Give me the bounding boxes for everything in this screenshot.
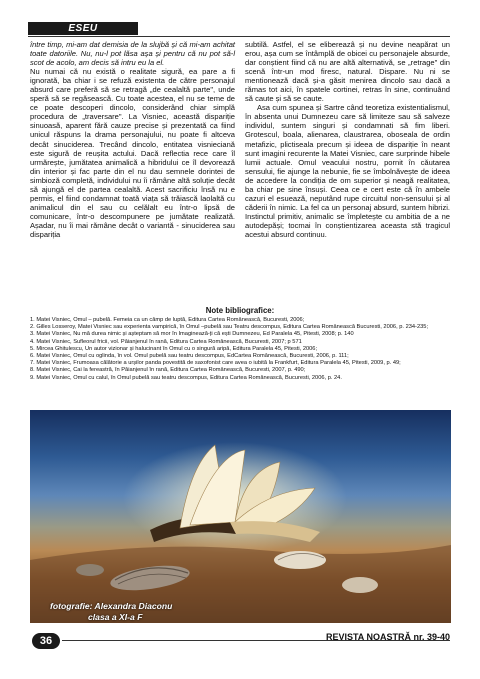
photo-credit bbox=[50, 601, 172, 623]
bibliography-list bbox=[30, 317, 450, 382]
article-column-right bbox=[245, 40, 450, 239]
bibliography-title: Note bibliografice: bbox=[205, 306, 275, 315]
article-paragraph-left-2: Nu numai că nu există o realitate sigură, ea pare a fi ignorată, ba chiar i se refuză existenta de către personajul absurd care preferă să se retragă „de cealaltă parte", unde speră să se regăsească. Cu toate acestea, el nu se teme de ce poate descoperi dincolo, considerând chiar simplă procedura de „traversare". La Visniec, această dispariție sinuoasă, aparent fără cauze precise și prezentată ca fiind unicul răspuns la drama personajului, nu poate fi altceva decât sinuciderea. Trecând dincolo, entitatea visnieciană este sigură de reușita actului. Dacă reflectia rece care îl urmărește, jumătatea animalică a hibridului ce îl devorează din interior și fac parte din el nu dau semnele dorintei de simbioză completă, individului nu îi rămâne altă soluție decât să ajungă el de partea cealaltă. Acest sacrificiu însă nu e permis, el fiind condamnat toată viața să trăiască laolaltă cu animalicul din el sau cu celălalt eu într-o lipsă de comunicare, într-o descompunere pe jumătate realizată. Așadar, nu îi mai rămâne decât o variantă - sinuciderea sau dispariția bbox=[30, 67, 235, 239]
bibliography-item: 6. Matei Visniec, Omul cu oglinda, în vol. Omul pubelă sau teatru descompus, EdCartea Românească, Bucuresti, 2006, p. 111; bbox=[30, 353, 349, 360]
article-paragraph-right-1: subtilă. Astfel, el se elibereazâ și nu devine neapărat un erou, așa cum se întâmplă de obicei cu personajele absurde, dar conștient fiind că nu are altă alternativă, se „retrage" din scenă într-un mod firesc, natural. Dispare. Nu ni se mentionează dacă și-a găsit menirea dincolo sau dacă a rămas tot aici, în spatele cortinei, retras în sine, continuând să caute și să se caute. bbox=[245, 40, 450, 104]
photo-credit-author: fotografie: Alexandra Diaconu bbox=[50, 601, 173, 611]
bibliography-item: 1. Matei Visniec, Omul – pubelă. Femeia ca un câmp de luptă, Editura Cartea Românească, Bucuresti, 2006; bbox=[30, 317, 305, 323]
beach-book-photo bbox=[30, 410, 451, 623]
bibliography-item: 8. Matei Visniec, Cai la fereastră, în Păianjenul în rană, Editura Cartea Românească, Bucuresti, 2007, p. 490; bbox=[30, 367, 306, 374]
bibliography-item: 4. Matei Visniec, Sufleorul fricii, vol. Păianjenul în rană, Editura Cartea Românească, Bucuresti, 2007; p 571 bbox=[30, 338, 302, 345]
bibliography-item: 2. Gilles Losseroy, Matei Visniec sau experienta vampirică, în Omul –pubelă sau Teatru descompus, Editura Cartea Românească Bucuresti, 2006, p. 234-235; bbox=[30, 324, 429, 331]
bibliography-item: 9. Matei Visniec, Omul cu calul, în Omul pubelă sau teatru descompus, Editura Cartea Românească, Bucuresti, 2006, p. 24. bbox=[30, 374, 342, 381]
article-column-left bbox=[30, 40, 235, 239]
bibliography-item: 7. Matei Visniec, Frumoasa călătorie a urșilor panda povestită de saxofonist care avea o iubită la Frankfurt, Editura Paralela 45, Pitesti, 2009, p. 49; bbox=[30, 360, 401, 367]
bibliography-item: 5. Mircea Ghitulescu, Un autor vizionar și halucinant în Omul cu o singură aripă, Editura Paralela 45, Pitesti, 2006; bbox=[30, 345, 318, 352]
page-number: 36 bbox=[32, 633, 60, 649]
header-rule bbox=[28, 36, 450, 37]
journal-issue: REVISTA NOASTRĂ nr. 39-40 bbox=[325, 632, 450, 642]
article-paragraph-left-1: între timp, mi-am dat demisia de la slujbă și că mi-am achitat toate datoriile. Nu, nu-l pot lăsa așa și pentru că nu pot să-l scot de acolo, am decis să intru eu la el. bbox=[30, 40, 235, 68]
article-paragraph-right-2: Asa cum spunea și Sartre când teoretiza existentialismul, în absenta unui Dumnezeu care să limiteze sau să salveze individul, suntem singuri și condamnati să fim liberi. Grotescul, boala, alienarea, claustrarea, oboseala de ordin metafizic, plictiseala precum și ideea de dispariție în neant sunt imagini recurente la Matei Visniec, care surprinde hibele lumii actuale. Omul veacului nostru, pornit în căutarea sensului, fie ajunge la nebunie, fie se îmbolnăvește de ideea de accedere la condiția de om superior și neagă realitatea, ba chiar pe sine însuși. Ceea ce e cert este că în ambele cazuri el esuează, neputând rupe circuitul non-sensului și al căderii în nimic. La fel ca un personaj absurd, suntem hibrizi. Instinctul primitiv, animalic se împletește cu ambitia de a ne autodepăși; tocmai în conștientizarea aceasta stă tragicul acestui absurd continuu. bbox=[245, 103, 450, 239]
photo-credit-class: clasa a XI-a F bbox=[88, 612, 143, 622]
bibliography-item: 3. Matei Visniec, Nu mă durea nimic și așteptam să mor în Imaginează-ți că ești Dumnezeu, Ed Paralela 45, Pitesti, 2008; p. 140 bbox=[30, 331, 354, 338]
photo-illustration bbox=[30, 410, 451, 623]
section-tag: ESEU bbox=[28, 22, 138, 35]
